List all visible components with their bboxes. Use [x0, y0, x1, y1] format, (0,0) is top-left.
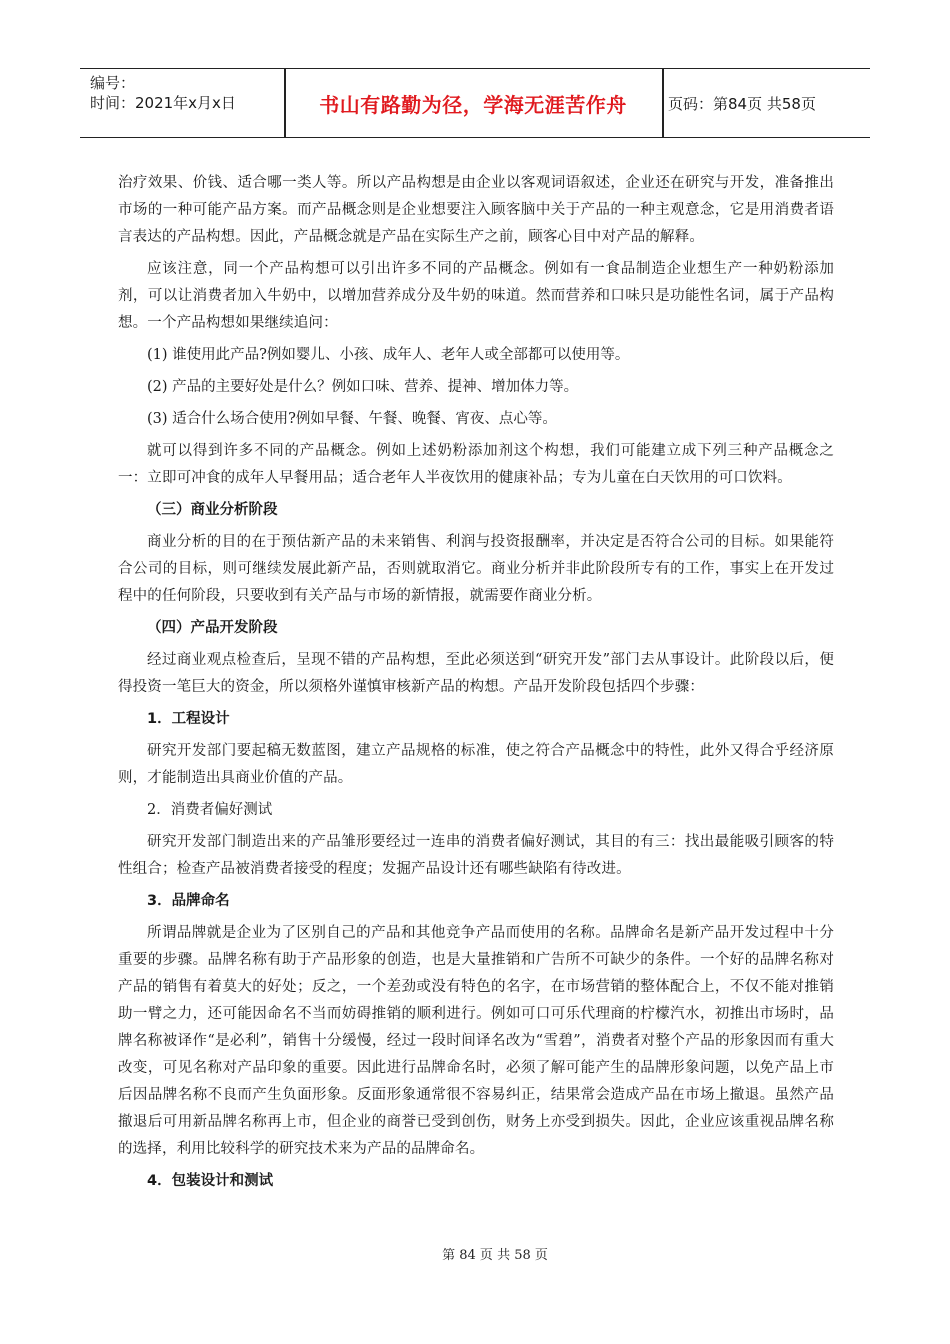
paragraph: 治疗效果、价钱、适合哪一类人等。所以产品构想是由企业以客观词语叙述，企业还在研究与开发，准备推出市场的一种可能产品方案。而产品概念则是企业想要注入顾客脑中关于产品的一种主观意念，它是用消费者语言表达的产品构想。因此，产品概念就是产品在实际生产之前，顾客心目中对产品的解释。	[118, 175, 834, 245]
paragraph: 研究开发部门要起稿无数蓝图，建立产品规格的标准，使之符合产品概念中的特性，此外又得合乎经济原则，才能制造出具商业价值的产品。	[118, 743, 834, 786]
list-item: (1) 谁使用此产品?例如婴儿、小孩、成年人、老年人或全部都可以使用等。	[147, 347, 630, 363]
date-line: 时间：2021年x月x日	[90, 94, 236, 112]
paragraph: 就可以得到许多不同的产品概念。例如上述奶粉添加剂这个构想，我们可能建立成下列三种产品概念之一：立即可冲食的成年人早餐用品；适合老年人半夜饮用的健康补品；专为儿童在白天饮用的可口饮料。	[118, 443, 834, 486]
subsection-heading: 2．消费者偏好测试	[147, 802, 273, 818]
section-heading: （四）产品开发阶段	[147, 620, 278, 636]
list-item: (2) 产品的主要好处是什么？例如口味、营养、提神、增加体力等。	[147, 379, 579, 395]
serial-label: 编号：	[90, 74, 136, 92]
paragraph: 商业分析的目的在于预估新产品的未来销售、利润与投资报酬率，并决定是否符合公司的目标。如果能符合公司的目标，则可继续发展此新产品，否则就取消它。商业分析并非此阶段所专有的工作，事实上在开发过程中的任何阶段，只要收到有关产品与市场的新情报，就需要作商业分析。	[118, 534, 834, 604]
page-footer: 第 84 页 共 58 页	[442, 1248, 548, 1263]
header-page-info: 页码：第84页 共58页	[668, 94, 816, 113]
list-item: (3) 适合什么场合使用?例如早餐、午餐、晚餐、宵夜、点心等。	[147, 411, 557, 427]
subsection-heading: 3．品牌命名	[147, 893, 230, 909]
subsection-heading: 4．包装设计和测试	[147, 1173, 274, 1189]
paragraph: 应该注意，同一个产品构想可以引出许多不同的产品概念。例如有一食品制造企业想生产一种奶粉添加剂，可以让消费者加入牛奶中，以增加营养成分及牛奶的味道。然而营养和口味只是功能性名词，属于产品构想。一个产品构想如果继续追问：	[118, 261, 834, 331]
header-divider-right	[662, 69, 664, 137]
document-body	[118, 170, 834, 1200]
paragraph: 所谓品牌就是企业为了区别自己的产品和其他竞争产品而使用的名称。品牌命名是新产品开发过程中十分重要的步骤。品牌名称有助于产品形象的创造，也是大量推销和广告所不可缺少的条件。一个好的品牌名称对产品的销售有着莫大的好处；反之，一个差劲或没有特色的名字，在市场营销的整体配合上，不仅不能对推销助一臂之力，还可能因命名不当而妨碍推销的顺利进行。例如可口可乐代理商的柠檬汽水，初推出市场时，品牌名称被译作“是必利”，销售十分缓慢，经过一段时间译名改为“雪碧”，消费者对整个产品的形象因而有重大改变，可见名称对产品印象的重要。因此进行品牌命名时，必须了解可能产生的品牌形象问题，以免产品上市后因品牌名称不良而产生负面形象。反面形象通常很不容易纠正，结果常会造成产品在市场上撤退。虽然产品撤退后可用新品牌名称再上市，但企业的商誉已受到创伤，财务上亦受到损失。因此，企业应该重视品牌名称的选择，利用比较科学的研究技术来为产品的品牌命名。	[118, 925, 834, 1157]
section-heading: （三）商业分析阶段	[147, 502, 278, 518]
subsection-heading: 1．工程设计	[147, 711, 230, 727]
header-meta	[90, 69, 280, 137]
paragraph: 经过商业观点检查后，呈现不错的产品构想，至此必须送到“研究开发”部门去从事设计。此阶段以后，便得投资一笔巨大的资金，所以须格外谨慎审核新产品的构想。产品开发阶段包括四个步骤：	[118, 652, 834, 695]
page-header	[80, 68, 870, 138]
header-motto: 书山有路勤为径，学海无涯苦作舟	[319, 92, 627, 117]
paragraph: 研究开发部门制造出来的产品雏形要经过一连串的消费者偏好测试，其目的有三：找出最能吸引顾客的特性组合；检查产品被消费者接受的程度；发掘产品设计还有哪些缺陷有待改进。	[118, 834, 834, 877]
